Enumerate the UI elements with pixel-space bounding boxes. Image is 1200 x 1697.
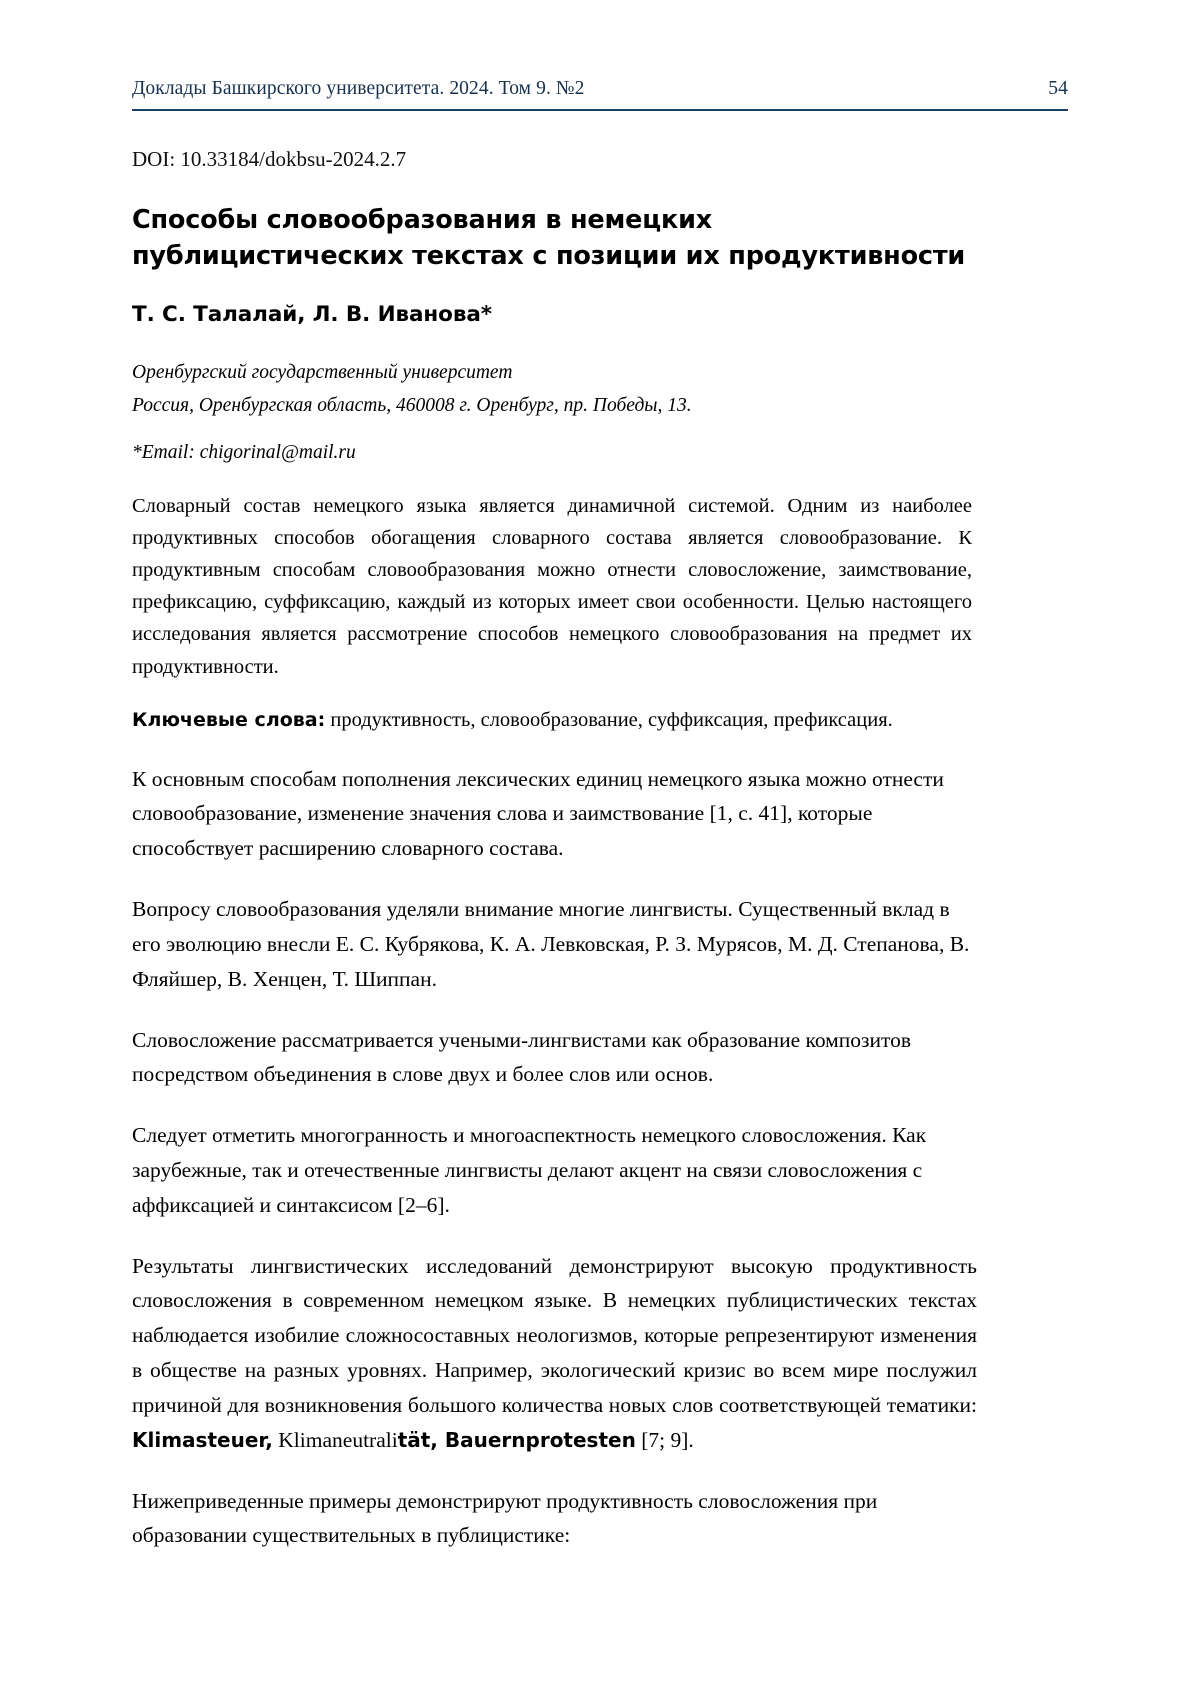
abstract-text: Словарный состав немецкого языка является динамичной системой. Одним из наиболее продуктивных способов обогащения словарного состава является словообразование. К продуктивным способам словообразования можно отнести словосложение, заимствование, префиксацию, суффиксацию, каждый из которых имеет свои особенности. Целью настоящего исследования является рассмотрение способов немецкого словообразования на предмет их продуктивности. (132, 494, 972, 678)
corresponding-email: *Email: chigorinal@mail.ru (132, 441, 356, 463)
body-paragraph-4: Следует отметить многогранность и многоаспектность немецкого словосложения. Как зарубежные, так и отечественные лингвисты делают акцент на связи словосложения с аффиксацией и синтаксисом [2–6]. (132, 1123, 927, 1217)
page-title: Способы словообразования в немецких публицистических текстах с позиции их продуктивности (132, 205, 966, 272)
page-number: 54 (1048, 78, 1068, 99)
body-paragraph-1: К основным способам пополнения лексических единиц немецкого языка можно отнести словообразование, изменение значения слова и заимствование [1, с. 41], которые способствует расширению словарного состава. (132, 766, 944, 861)
paragraph5-part1: Результаты лингвистических исследований демонстрируют высокую продуктивность словосложения в современном немецком языке. В немецких публицистических текстах наблюдается изобилие сложносоставных неологизмов, которые репрезентируют изменения в обществе на разных уровнях. Например, экологический кризис во всем мире послужил причиной для возникновения большого количества новых слов соответствующей тематики: (132, 1253, 977, 1417)
body-paragraph-5 (132, 1249, 977, 1458)
german-term-bauernprotesten: tät, Bauernprotesten (397, 1427, 636, 1452)
paragraph5-mid: Klimaneutrali (272, 1427, 398, 1452)
body-paragraph-3: Словосложение рассматривается учеными-лингвистами как образование композитов посредством объединения в слове двух и более слов или основ. (132, 1027, 912, 1087)
body-paragraph-6: Нижеприведенные примеры демонстрируют продуктивность словосложения при образовании существительных в публицистике: (132, 1488, 878, 1548)
keywords-label: Ключевые слова: (132, 708, 326, 731)
german-term-klimasteuer: Klimasteuer, (132, 1427, 273, 1452)
paragraph5-tail: [7; 9]. (635, 1427, 694, 1452)
affiliation (132, 357, 1068, 421)
keywords-line (132, 705, 972, 736)
header-divider (132, 109, 1068, 111)
affiliation-institution: Оренбургский государственный университет (132, 362, 513, 384)
affiliation-address: Россия, Оренбургская область, 460008 г. Оренбург, пр. Победы, 13. (132, 394, 692, 416)
author-list: Т. С. Талалай, Л. В. Иванова* (132, 302, 492, 328)
body-paragraph-2: Вопросу словообразования уделяли внимание многие лингвисты. Существенный вклад в его эволюцию внесли Е. С. Кубрякова, К. А. Левковская, Р. З. Мурясов, М. Д. Степанова, В. Фляйшер, В. Хенцен, Т. Шиппан. (132, 897, 970, 991)
doi-line: DOI: 10.33184/dokbsu-2024.2.7 (132, 147, 407, 171)
running-head (132, 78, 1068, 100)
journal-title: Доклады Башкирского университета. 2024. Том 9. №2 (132, 78, 585, 99)
keywords-value: продуктивность, словообразование, суффиксация, префиксация. (325, 708, 893, 731)
